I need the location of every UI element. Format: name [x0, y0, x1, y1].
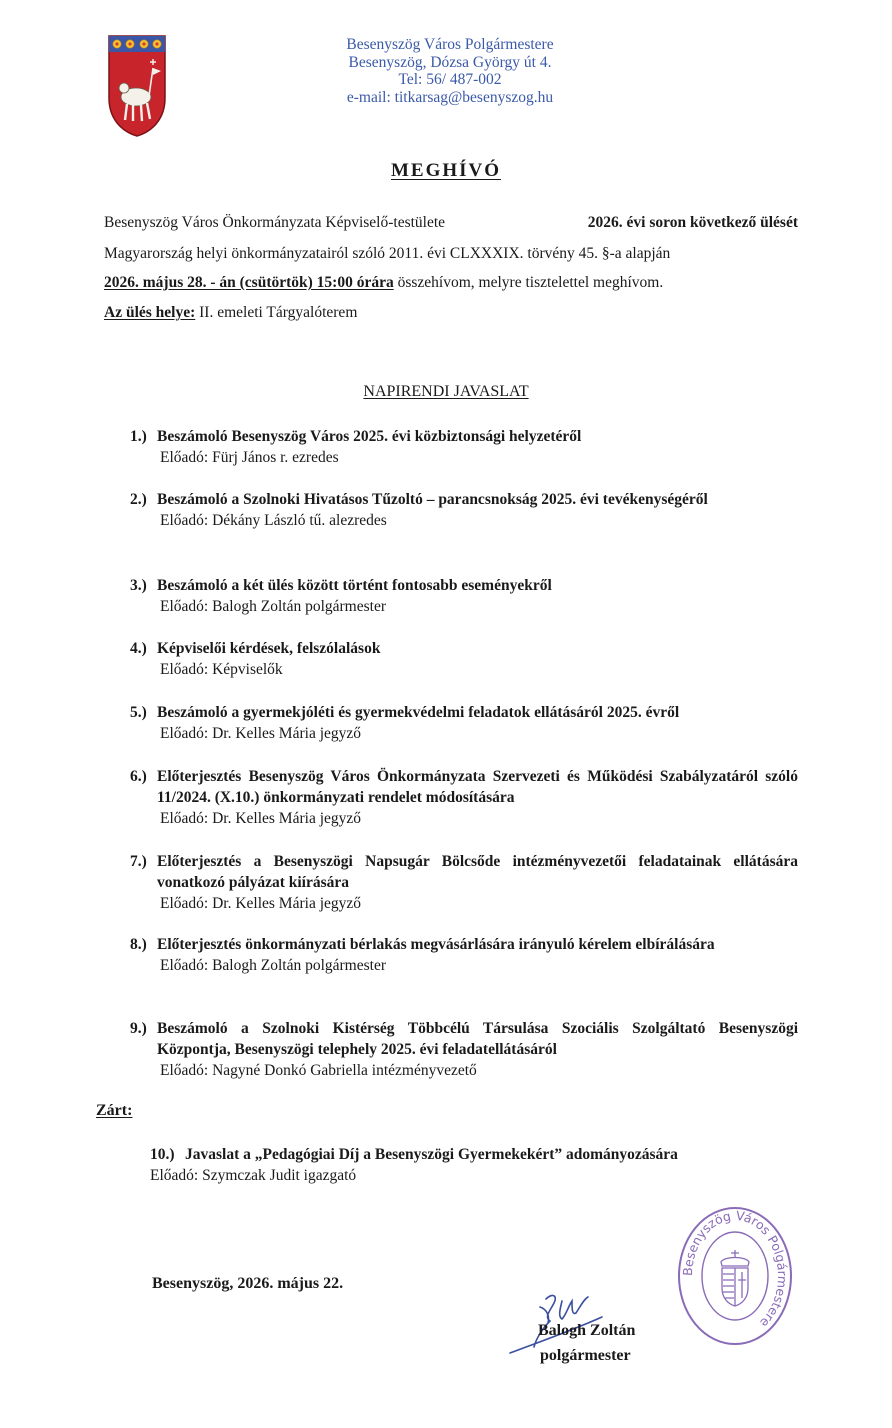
- item-number: 3.): [130, 577, 147, 594]
- item-presenter: Előadó: Fürj János r. ezredes: [160, 449, 339, 466]
- date-place: Besenyszög, 2026. május 22.: [152, 1275, 344, 1292]
- letterhead: [300, 36, 600, 106]
- item-presenter: Előadó: Balogh Zoltán polgármester: [160, 957, 386, 974]
- intro-session: 2026. évi soron következő ülését: [587, 214, 798, 231]
- hungarian-crest-icon: [721, 1250, 749, 1306]
- item-number: 9.): [130, 1020, 147, 1037]
- intro-body: Besenyszög Város Önkormányzata Képviselő-testülete: [104, 214, 446, 231]
- item-title: Beszámoló a Szolnoki Kistérség Többcélú Társulása Szociális Szolgáltató Besenyszögi Központja, Besenyszögi telephely 2025. évi feladatellátásáról: [157, 1020, 798, 1058]
- letterhead-email: e-mail: titkarsag@besenyszog.hu: [346, 88, 554, 106]
- item-title: Beszámoló a Szolnoki Hivatásos Tűzoltó – parancsnokság 2025. évi tevékenységéről: [157, 491, 708, 508]
- agenda-item: [130, 766, 798, 829]
- item-number: 8.): [130, 936, 147, 953]
- item-presenter: Előadó: Dr. Kelles Mária jegyző: [160, 895, 362, 912]
- intro-line-2: Magyarország helyi önkormányzatairól szóló 2011. évi CLXXXIX. törvény 45. §-a alapján: [104, 245, 671, 262]
- item-number: 10.): [150, 1146, 175, 1163]
- item-title: Előterjesztés önkormányzati bérlakás megvásárlására irányuló kérelem elbírálására: [157, 936, 715, 953]
- letterhead-office: Besenyszög Város Polgármestere: [346, 36, 554, 53]
- document-title: MEGHÍVÓ: [390, 160, 502, 181]
- closed-session-label: Zárt:: [96, 1102, 133, 1119]
- agenda-item: [130, 702, 798, 744]
- agenda-item: [130, 934, 798, 976]
- meeting-datetime: 2026. május 28. - án (csütörtök) 15:00 órára: [104, 274, 394, 291]
- item-number: 4.): [130, 640, 147, 657]
- item-number: 1.): [130, 428, 147, 445]
- agenda-item: [130, 1018, 798, 1081]
- agenda-title: NAPIRENDI JAVASLAT: [363, 383, 529, 400]
- venue-label: Az ülés helye:: [104, 304, 196, 321]
- agenda-item: [130, 489, 798, 531]
- agenda-item-closed: [150, 1144, 798, 1186]
- item-number: 7.): [130, 853, 147, 870]
- item-presenter: Előadó: Balogh Zoltán polgármester: [160, 598, 386, 615]
- item-presenter: Előadó: Dr. Kelles Mária jegyző: [160, 725, 362, 742]
- stamp-text: Besenyszög Város Polgármestere: [679, 1207, 791, 1331]
- item-number: 5.): [130, 704, 147, 721]
- intro-line-3: [104, 274, 798, 292]
- intro-line-4: [104, 304, 798, 322]
- agenda-item: [130, 575, 798, 617]
- item-title: Beszámoló Besenyszög Város 2025. évi közbiztonsági helyzetéről: [157, 428, 582, 445]
- letterhead-address: Besenyszög, Dózsa György út 4.: [348, 53, 552, 71]
- item-title: Előterjesztés Besenyszög Város Önkormányzata Szervezeti és Működési Szabályzatáról szóló 11/2024. (X.10.) önkormányzati rendelet módosítására: [157, 768, 798, 806]
- agenda-item: [130, 638, 798, 680]
- signer-role: polgármester: [540, 1347, 631, 1364]
- signer-name: Balogh Zoltán: [538, 1322, 636, 1339]
- letterhead-phone: Tel: 56/ 487-002: [398, 71, 502, 88]
- agenda-item: [130, 851, 798, 914]
- item-number: 2.): [130, 491, 147, 508]
- item-presenter: Előadó: Nagyné Donkó Gabriella intézményvezető: [160, 1062, 477, 1079]
- item-title: Javaslat a „Pedagógiai Díj a Besenyszögi Gyermekekért” adományozására: [185, 1146, 678, 1163]
- item-number: 6.): [130, 768, 147, 785]
- item-presenter: Előadó: Képviselők: [160, 661, 283, 678]
- item-title: Előterjesztés a Besenyszögi Napsugár Bölcsőde intézményvezetői feladatainak ellátására vonatkozó pályázat kiírására: [157, 853, 798, 891]
- agenda-item: [130, 426, 798, 468]
- intro-line-1: [104, 214, 798, 232]
- coat-of-arms-logo: [107, 34, 167, 138]
- item-presenter: Előadó: Szymczak Judit igazgató: [150, 1167, 357, 1184]
- official-stamp: [676, 1206, 794, 1346]
- venue-value: II. emeleti Tárgyalóterem: [195, 304, 358, 321]
- item-title: Beszámoló a gyermekjóléti és gyermekvédelmi feladatok ellátásáról 2025. évről: [157, 704, 680, 721]
- invite-text: összehívom, melyre tisztelettel meghívom.: [393, 274, 664, 291]
- item-title: Képviselői kérdések, felszólalások: [157, 640, 381, 657]
- item-presenter: Előadó: Dr. Kelles Mária jegyző: [160, 810, 362, 827]
- item-title: Beszámoló a két ülés között történt fontosabb eseményekről: [157, 577, 552, 594]
- item-presenter: Előadó: Dékány László tű. alezredes: [160, 512, 387, 529]
